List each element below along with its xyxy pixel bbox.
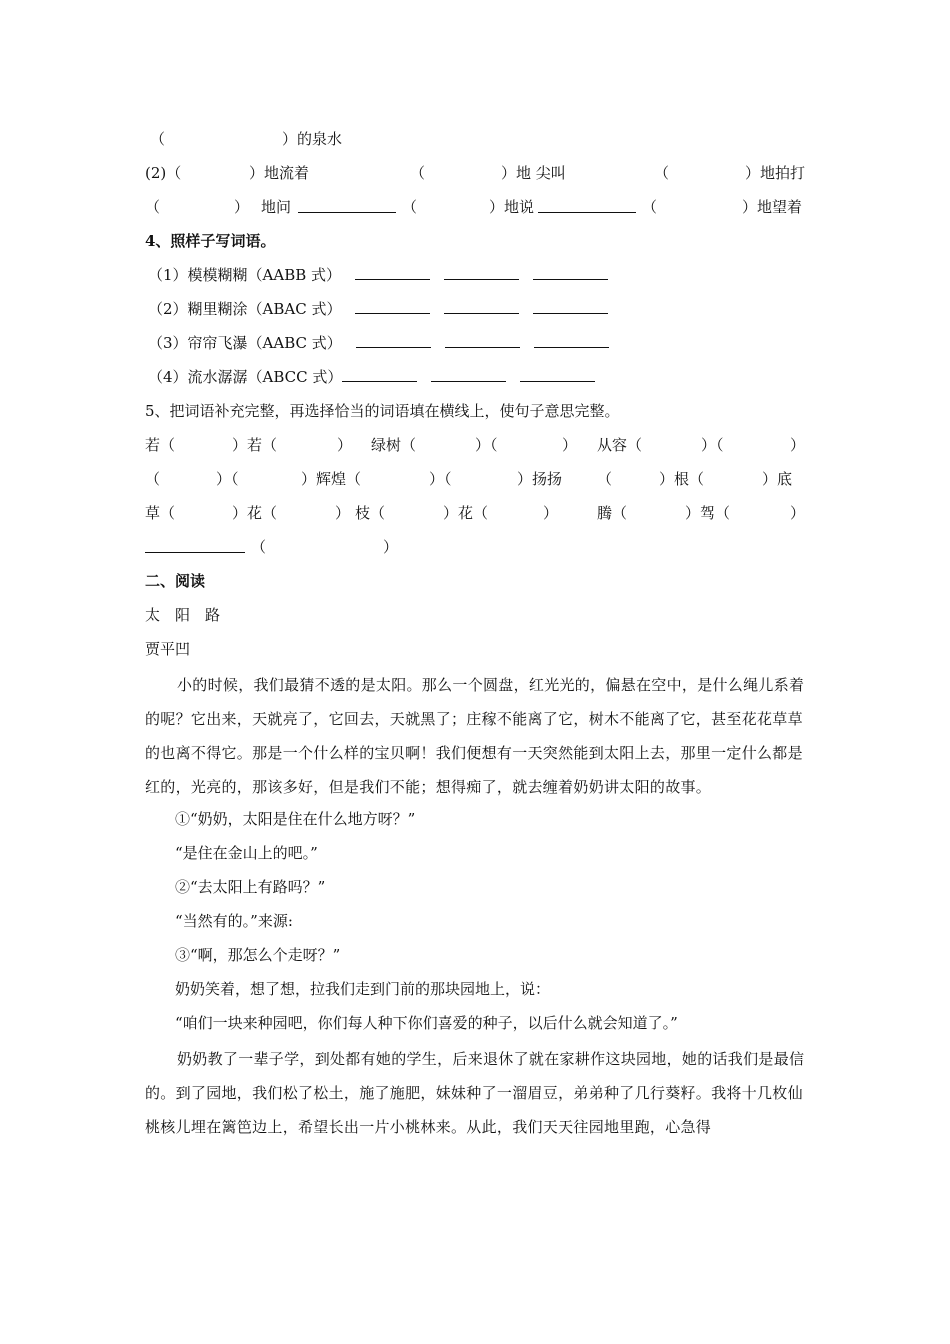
answer-line[interactable] (355, 264, 430, 280)
q4-item-label: （3）帘帘飞瀑（AABC 式） (148, 334, 342, 352)
worksheet-page (145, 124, 810, 1144)
article-paragraph: 奶奶教了一辈子学，到处都有她的学生，后来退休了就在家耕作这块园地，她的话我们是最信的。到了园地，我们松了松土，施了施肥，妹妹种了一溜眉豆，弟弟种了几行葵籽。我将十几枚仙桃核儿埋在篱笆边上，希望长出一片小桃林来。从此，我们天天往园地里跑，心急得 (145, 1050, 805, 1136)
fill-item-label: 地问 (261, 198, 292, 216)
question-5-title: 5、把词语补充完整，再选择恰当的词语填在横线上，使句子意思完整。 (145, 402, 620, 420)
q5-fragment: （ (597, 470, 613, 488)
q5-fragment: ） (543, 504, 559, 522)
q5-fragment: （ (251, 538, 267, 556)
q5-fragment: ） (337, 436, 353, 454)
dialogue-line: 奶奶笑着，想了想，拉我们走到门前的那块园地上，说： (175, 980, 551, 998)
q5-fragment: ）花（ (443, 504, 489, 522)
q4-item (145, 294, 810, 328)
answer-line[interactable] (445, 332, 520, 348)
q5-fragment: ） (790, 436, 806, 454)
q5-fragment: 枝（ (355, 504, 386, 522)
answer-line[interactable] (533, 298, 608, 314)
answer-line[interactable] (538, 197, 636, 217)
q5-fragment: ） (383, 538, 399, 556)
q5-fragment: （ (145, 470, 161, 488)
dialogue-line: ①“奶奶，太阳是住在什么地方呀？” (175, 810, 416, 828)
answer-line[interactable] (520, 366, 595, 382)
q5-fragment: ）（ (701, 436, 724, 454)
article-paragraph: 小的时候，我们最猜不透的是太阳。那么一个圆盘，红光光的，偏悬在空中，是什么绳儿系着的呢？它出来，天就亮了，它回去，天就黑了；庄稼不能离了它，树木不能离了它，甚至花花草草的也离不得它。那是一个什么样的宝贝啊！我们便想有一天突然能到太阳上去，那里一定什么都是红的，光亮的，那该多好，但是我们不能；想得痴了，就去缠着奶奶讲太阳的故事。 (145, 676, 805, 796)
answer-line[interactable] (444, 298, 519, 314)
fill-item-label[interactable]: (2)（ (145, 164, 182, 182)
blank-paren-close: ）的泉水 (282, 130, 343, 148)
q5-fragment: ）扬扬 (517, 470, 563, 488)
fill-row-2a (145, 158, 810, 192)
answer-line[interactable] (431, 366, 506, 382)
fill-item-label: ）地拍打 (745, 164, 806, 182)
q5-fragment: 若（ (145, 436, 176, 454)
answer-line[interactable] (356, 332, 431, 348)
q5-fragment: ）驾（ (685, 504, 731, 522)
answer-line[interactable] (444, 264, 519, 280)
q5-fragment: ）（ (429, 470, 452, 488)
answer-line[interactable] (298, 197, 396, 217)
q5-row (145, 464, 810, 498)
fill-item-label: ）地说 (489, 198, 535, 216)
q5-fragment: ）若（ (232, 436, 278, 454)
q5-fragment: ） (790, 504, 806, 522)
article-title: 太 阳 路 (145, 606, 221, 624)
q5-fragment: ）（ (216, 470, 239, 488)
q5-fragment: ） (562, 436, 578, 454)
q4-item-label: （1）模模糊糊（AABB 式） (148, 266, 342, 284)
article-author: 贾平凹 (145, 640, 191, 658)
fill-item-label[interactable]: （ (642, 198, 658, 216)
q5-fragment: 绿树（ (371, 436, 417, 454)
fill-item-label[interactable]: （ (402, 198, 418, 216)
q5-fragment: ）（ (475, 436, 498, 454)
q5-fragment: ）辉煌（ (301, 470, 362, 488)
q4-item-label: （4）流水潺潺（ABCC 式） (148, 368, 343, 386)
dialogue-line: “咱们一块来种园吧，你们每人种下你们喜爱的种子，以后什么就会知道了。” (175, 1014, 678, 1032)
answer-line[interactable] (342, 366, 417, 382)
q5-row (145, 430, 810, 464)
q4-item-label: （2）糊里糊涂（ABAC 式） (148, 300, 342, 318)
q5-fragment: ） (335, 504, 351, 522)
section-reading-title: 二、阅读 (145, 572, 206, 590)
q4-item (145, 362, 810, 396)
fill-item-label[interactable]: （ (654, 164, 670, 182)
q5-row (145, 498, 810, 532)
answer-line[interactable] (355, 298, 430, 314)
blank-paren-open[interactable]: （ (150, 130, 166, 148)
q5-fragment: 草（ (145, 504, 176, 522)
q5-row-answer (145, 532, 810, 566)
fill-item-label[interactable]: （ (410, 164, 426, 182)
q5-fragment: 从容（ (597, 436, 643, 454)
answer-line[interactable] (533, 264, 608, 280)
dialogue-line: “当然有的。”来源: (175, 912, 293, 930)
fill-row-2b (145, 192, 810, 226)
q4-item (145, 328, 810, 362)
answer-line[interactable] (534, 332, 609, 348)
question-4-title: 4、照样子写词语。 (145, 232, 276, 250)
fill-item-label[interactable]: （ (145, 198, 161, 216)
fill-item-label: ）地 尖叫 (501, 164, 566, 182)
fill-item-label: ） (234, 198, 250, 216)
answer-line[interactable] (145, 537, 245, 557)
q5-fragment: ）底 (762, 470, 793, 488)
fill-item-label: ）地望着 (742, 198, 803, 216)
q5-fragment: 腾（ (597, 504, 628, 522)
fill-row-spring (145, 124, 810, 158)
q5-fragment: ）花（ (232, 504, 278, 522)
dialogue-line: ②“去太阳上有路吗？” (175, 878, 326, 896)
dialogue-line: “是住在金山上的吧。” (175, 844, 318, 862)
q4-item (145, 260, 810, 294)
q5-fragment: ）根（ (659, 470, 705, 488)
dialogue-line: ③“啊，那怎么个走呀？” (175, 946, 341, 964)
fill-item-label: ）地流着 (249, 164, 310, 182)
